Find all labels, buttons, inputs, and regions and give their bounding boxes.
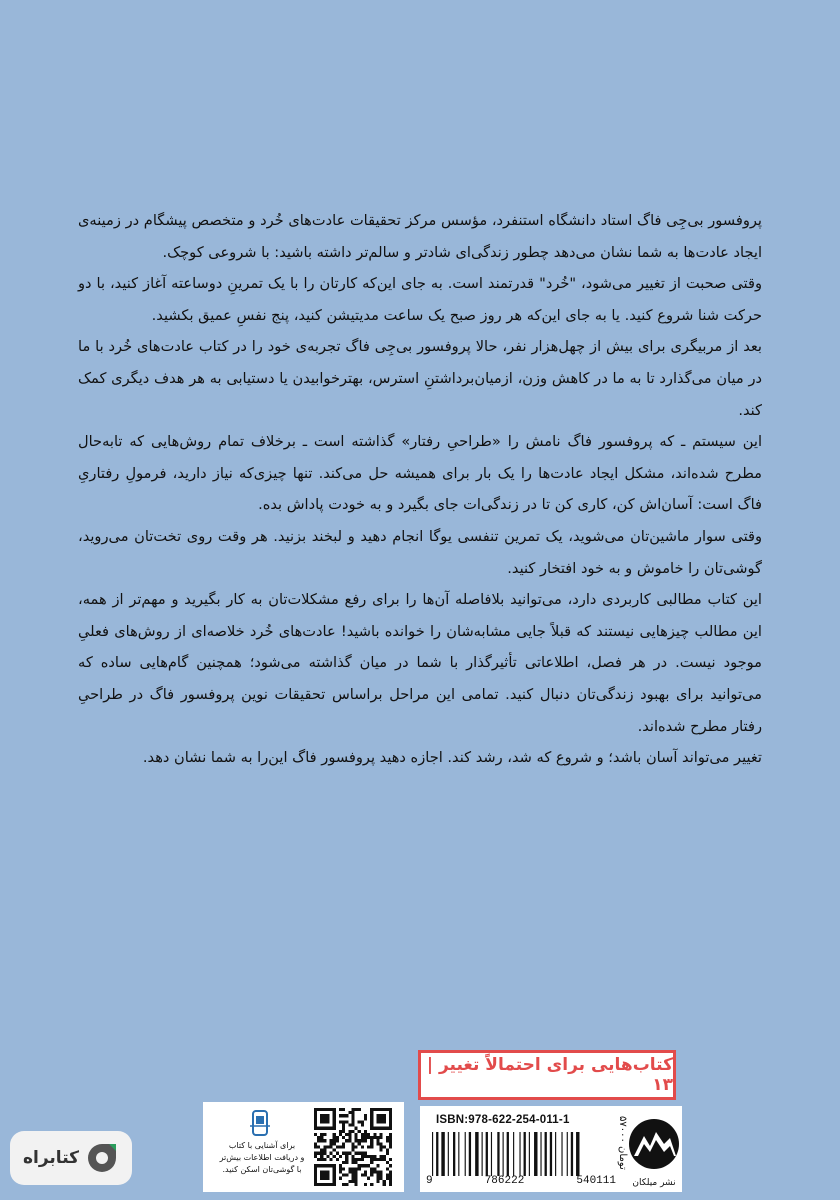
barcode-graphic — [430, 1132, 612, 1176]
phone-scan-icon — [247, 1110, 273, 1138]
qr-instructions — [209, 1140, 315, 1176]
blurb-paragraph-5: وقتی سوار ماشین‌تان می‌شوید، یک تمرین تنفسی یوگا انجام دهید و لبخند بزنید. هر وقت روی تخت‌تان می‌روید، گوشی‌تان را خاموش و به خود افتخار کنید. — [78, 527, 762, 577]
barcode-digit-group: 786222 — [484, 1175, 525, 1187]
blurb-paragraph-6: این کتاب مطالبی کاربردی دارد، می‌توانید بلافاصله آن‌ها را برای رفع مشکلات‌تان به کار بگیرید و مهم‌تر از همه، این مطالب چیزهایی نیستند که قبلاً جایی مشابه‌شان را خوانده باشید! عادت‌های خُرد خلاصه‌ای از روش‌های فعلیِ موجود نیست. در هر فصل، اطلاعاتی تأثیرگذار با شما در میان گذاشته می‌شود؛ همچنین گام‌هایی ساده که می‌توانید برای بهبود زندگی‌تان دنبال کنید. تمامی این مراحل براساس تحقیقات نوین پروفسور فاگ در طراحیِ رفتار مطرح شده‌اند. — [78, 591, 762, 735]
back-cover-blurb — [78, 205, 762, 774]
blurb-paragraph-2: وقتی صحبت از تغییر می‌شود، "خُرد" قدرتمند است. به جای این‌که کارتان را با یک تمرینِ دوساعته آغاز کنید، با دو حرکت شنا شروع کنید. یا به جای این‌که هر روز صبح یک ساعت مدیتیشن کنید، پنج نفسِ عمیق بکشید. — [78, 275, 762, 324]
qr-text-line: و دریافت اطلاعات بیش‌تر — [219, 1153, 305, 1162]
blurb-paragraph-3: بعد از مربیگری برای بیش از چهل‌هزار نفر، حالا پروفسور بی‌جِی فاگ تجربه‌ی خود را در کتاب عادت‌های خُرد با ما در میان می‌گذارد تا به ما در کاهش وزن، ازمیان‌برداشتنِ استرس، بهترخوابیدن یا دستیابی به هر هدف دیگری کمک کند. — [78, 338, 762, 419]
ketabrah-watermark — [10, 1131, 132, 1185]
isbn-text: ISBN:978-622-254-011-1 — [436, 1114, 570, 1126]
qr-code[interactable] — [313, 1108, 393, 1186]
barcode-digits — [426, 1175, 616, 1187]
barcode-panel — [420, 1106, 682, 1192]
ketabrah-wordmark: کتابراه — [22, 1148, 80, 1168]
barcode-digit-group: 9 — [426, 1175, 433, 1187]
ketabrah-logo-icon — [85, 1141, 119, 1175]
blurb-paragraph-1: پروفسور بی‌جِی فاگ استاد دانشگاه استنفرد، مؤسس مرکز تحقیقات عادت‌های خُرد و متخصص پیشگام در زمینه‌ی ایجاد عادت‌ها به شما نشان می‌دهد چطور زندگی‌ای شادتر و سالم‌تر داشته باشید: با شروعی کوچک. — [78, 212, 762, 261]
qr-text-line: با گوشی‌تان اسکن کنید. — [222, 1165, 302, 1174]
publisher-logo-icon — [628, 1112, 680, 1178]
series-label: کتاب‌هایی برای احتمالاً تغییر | ۱۳ — [418, 1050, 676, 1100]
publisher-name: نشر میلکان — [632, 1178, 676, 1188]
blurb-paragraph-7: تغییر می‌تواند آسان باشد؛ و شروع که شد، رشد کند. اجازه دهید پروفسور فاگ این‌را به شما نشان دهد. — [142, 749, 762, 767]
qr-text-line: برای آشنایی با کتاب — [228, 1141, 296, 1150]
blurb-paragraph-4: این سیستم ـ که پروفسور فاگ نامش را «طراحیِ رفتار» گذاشته است ـ برخلاف تمام روش‌هایی که تابه‌حال مطرح شده‌اند، مشکل ایجاد عادت‌ها را یک بار برای همیشه حل می‌کند. تنها چیزی‌که نیاز دارید، فرمولِ رفتاریِ فاگ است: آسان‌اش کن، کاری کن تا در زندگی‌ات جای بگیرد و به خودت پاداش بده. — [78, 433, 762, 514]
price-label: ۵۷۰۰۰ تومان — [617, 1116, 628, 1170]
barcode-digit-group: 540111 — [576, 1175, 616, 1187]
qr-panel — [203, 1102, 404, 1192]
